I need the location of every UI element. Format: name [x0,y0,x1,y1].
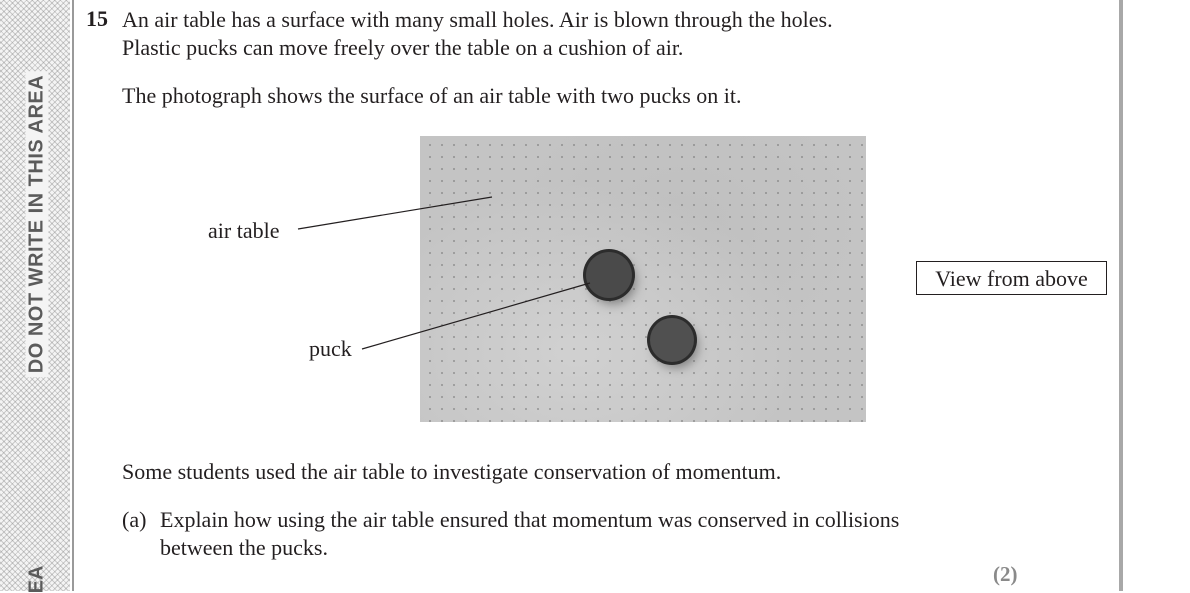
photo-intro: The photograph shows the surface of an air table with two pucks on it. [122,83,742,108]
margin-warning-partial: EA [25,565,48,593]
air-holes-pattern [420,136,866,422]
air-table-label: air table [208,218,280,243]
marks-allocation: (2) [993,562,1018,586]
question-line-2: Plastic pucks can move freely over the table on a cushion of air. [122,35,684,60]
part-a-line-2: between the pucks. [160,535,328,560]
puck-label: puck [309,336,352,361]
part-a-label: (a) [122,507,147,532]
margin-rule [72,0,74,591]
puck-lower [650,318,694,362]
view-from-above-box: View from above [916,261,1107,295]
question-line-1: An air table has a surface with many small holes. Air is blown through the holes. [122,7,833,32]
margin-warning: DO NOT WRITE IN THIS AREA [26,71,49,377]
page-border-right [1119,0,1123,591]
investigation-text: Some students used the air table to investigate conservation of momentum. [122,459,782,484]
part-a-line-1: Explain how using the air table ensured that momentum was conserved in collisions [160,507,900,532]
puck-upper [586,252,632,298]
question-number: 15 [86,6,108,31]
air-table-photograph [420,136,866,422]
